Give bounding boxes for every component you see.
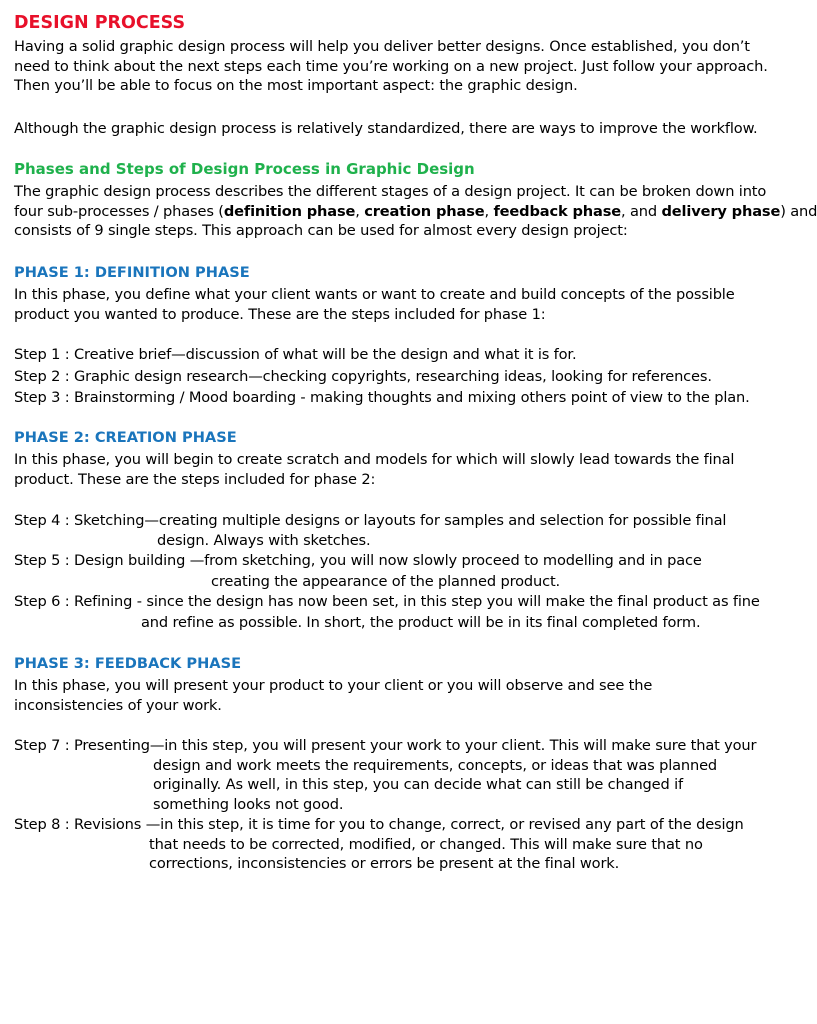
description-line: In this phase, you define what your client wants or want to create and build concepts of the possible [14,286,735,303]
step-line-indented: creating the appearance of the planned product. [211,572,561,590]
intro-line: Having a solid graphic design process will help you deliver better designs. Once established, you don’t [14,38,750,55]
step-line: Step 7 : Presenting—in this step, you will present your work to your client. This will make sure that your [14,737,757,754]
intro-paragraph [14,37,768,96]
step-line: Step 6 : Refining - since the design has now been set, in this step you will make the final product as fine [14,593,760,610]
step-6 [14,592,760,632]
intro-line: need to think about the next steps each time you’re working on a new project. Just follow your approach. [14,57,768,75]
step-5 [14,551,702,591]
step-line-indented: something looks not good. [153,795,344,813]
phase-name-delivery: delivery phase [661,202,781,220]
phase-name-creation: creation phase [364,202,485,220]
section-line: consists of 9 single steps. This approach can be used for almost every design project: [14,222,628,239]
step-7 [14,736,756,814]
description-line: inconsistencies of your work. [14,696,222,714]
document-title: DESIGN PROCESS [14,13,186,33]
phase-3-heading: PHASE 3: FEEDBACK PHASE [14,655,242,672]
intro-paragraph-2: Although the graphic design process is relatively standardized, there are ways to improve the workflow. [14,120,758,137]
text-run: four sub-processes / phases ( [14,202,224,220]
intro-line: Then you’ll be able to focus on the most important aspect: the graphic design. [14,77,578,94]
section-description [14,182,817,241]
step-3: Step 3 : Brainstorming / Mood boarding - making thoughts and mixing others point of view to the plan. [14,389,750,406]
section-line-phases [14,202,817,222]
step-line: Step 8 : Revisions —in this step, it is time for you to change, correct, or revised any part of the design [14,816,744,833]
step-line-indented: that needs to be corrected, modified, or changed. This will make sure that no [149,835,703,853]
description-line: product. These are the steps included for phase 2: [14,470,376,488]
text-run: , [355,202,365,220]
description-line: In this phase, you will present your product to your client or you will observe and see the [14,677,653,694]
step-line-indented: and refine as possible. In short, the product will be in its final completed form. [141,613,701,631]
phase-name-definition: definition phase [223,202,356,220]
description-line: In this phase, you will begin to create scratch and models for which will slowly lead towards the final [14,451,735,468]
text-run: ) and [780,202,817,220]
step-line-indented: design. Always with sketches. [157,531,371,549]
text-run: , [484,202,494,220]
phase-2-heading: PHASE 2: CREATION PHASE [14,429,237,446]
phase-1-heading: PHASE 1: DEFINITION PHASE [14,264,250,281]
text-run: , and [620,202,662,220]
step-line: Step 5 : Design building —from sketching, you will now slowly proceed to modelling and in pace [14,552,702,569]
step-line-indented: design and work meets the requirements, concepts, or ideas that was planned [153,756,718,774]
phase-1-description [14,285,735,324]
step-2: Step 2 : Graphic design research—checking copyrights, researching ideas, looking for references. [14,368,712,385]
step-line: Step 4 : Sketching—creating multiple designs or layouts for samples and selection for possible final [14,512,727,529]
step-line-indented: corrections, inconsistencies or errors be present at the final work. [149,855,620,872]
description-line: product you wanted to produce. These are the steps included for phase 1: [14,305,546,323]
step-1: Step 1 : Creative brief—discussion of what will be the design and what it is for. [14,346,577,363]
step-8 [14,815,744,874]
document-page [14,0,817,1024]
phase-name-feedback: feedback phase [493,202,621,220]
phase-3-description [14,676,652,715]
section-heading: Phases and Steps of Design Process in Graphic Design [14,160,475,178]
section-line: The graphic design process describes the different stages of a design project. It can be broken down into [14,183,767,200]
step-line-indented: originally. As well, in this step, you can decide what can still be changed if [153,776,683,793]
step-4 [14,511,726,550]
phase-2-description [14,450,734,489]
